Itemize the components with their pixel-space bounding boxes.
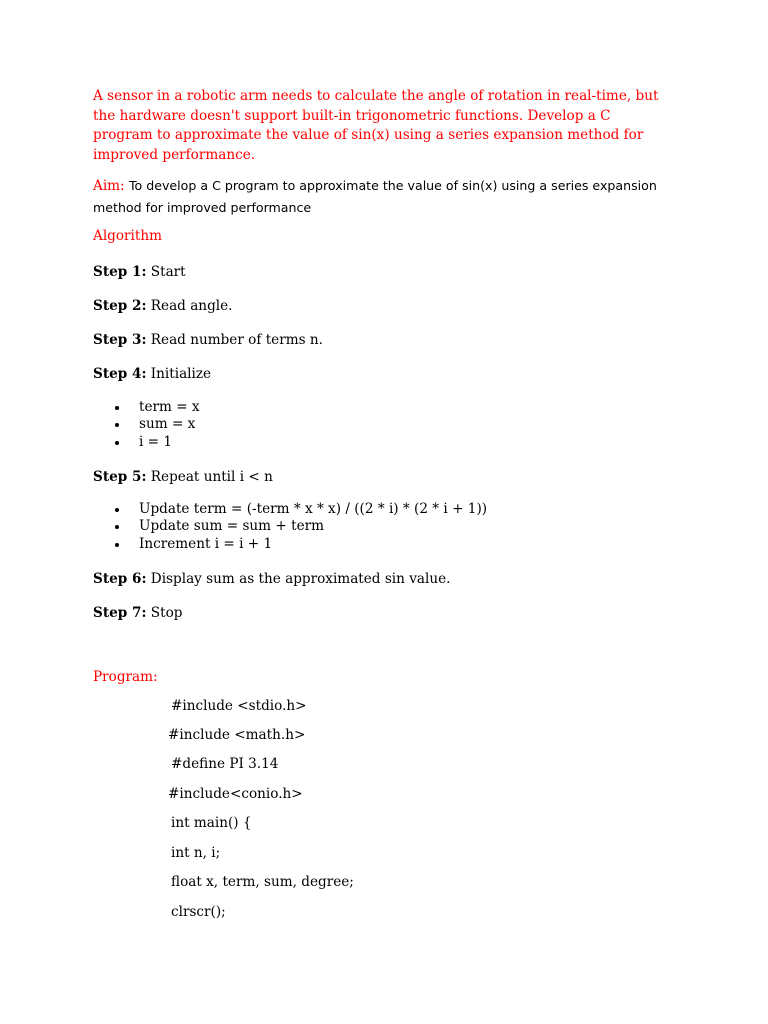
step-label: Step 3: [93,332,147,348]
code-line: int main() { [171,815,252,831]
step-4 [93,365,211,383]
list-item: Increment i = i + 1 [113,536,487,553]
code-line: #include <math.h> [168,727,306,743]
step-text: Read angle. [150,298,233,314]
program-heading: Program: [93,669,158,685]
step-text: Read number of terms n. [150,332,323,348]
step-4-list [113,399,200,451]
step-text: Display sum as the approximated sin value. [150,571,451,587]
step-text: Stop [150,605,183,621]
step-label: Step 6: [93,571,147,587]
step-label: Step 5: [93,469,147,485]
code-line: int n, i; [171,845,221,861]
step-5-list [113,501,487,553]
step-label: Step 1: [93,264,147,280]
step-text: Repeat until i < n [150,469,273,485]
list-item: term = x [113,399,200,416]
step-6 [93,570,450,588]
step-label: Step 7: [93,605,147,621]
algorithm-heading: Algorithm [93,228,163,244]
code-line: #include <stdio.h> [171,698,307,714]
aim-text: To develop a C program to approximate the value of sin(x) using a series expansion method for improved performance [93,178,657,215]
problem-statement: A sensor in a robotic arm needs to calculate the angle of rotation in real-time, but the hardware doesn't support built-in trigonometric functions. Develop a C program to approximate the value of sin(x) using a series expansion method for improved performance. [93,88,659,163]
step-text: Initialize [150,366,212,382]
list-item: Update term = (-term * x * x) / ((2 * i) * (2 * i + 1)) [113,501,487,518]
code-line: #include<conio.h> [168,786,303,802]
list-item: i = 1 [113,434,200,451]
step-label: Step 2: [93,298,147,314]
step-3 [93,331,323,349]
code-line: float x, term, sum, degree; [171,874,354,890]
step-1 [93,263,186,281]
step-label: Step 4: [93,366,147,382]
document-page [93,0,673,1024]
step-5 [93,468,273,486]
aim-label: Aim: [93,178,125,194]
step-text: Start [150,264,186,280]
list-item: sum = x [113,416,200,433]
code-line: #define PI 3.14 [171,756,279,772]
step-7 [93,604,182,622]
step-2 [93,297,232,315]
aim-paragraph [93,175,668,219]
list-item: Update sum = sum + term [113,518,487,535]
code-line: clrscr(); [171,904,226,920]
